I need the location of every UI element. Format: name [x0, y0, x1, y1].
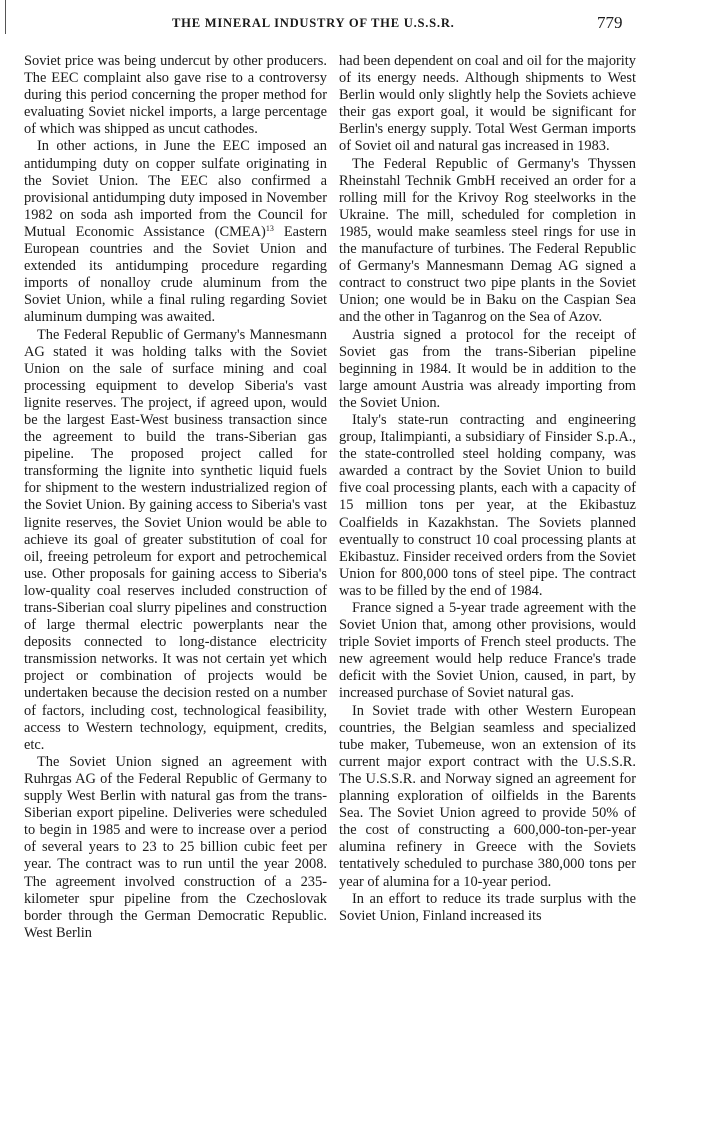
running-header	[24, 14, 636, 34]
paragraph-western-europe-trade: In Soviet trade with other Western European countries, the Belgian seamless and specialized tube maker, Tubemeuse, won an extension of its current major export contract with the U.S.S.R. The U.S.S.R. and Norway signed an agreement for planning exploration of oilfields in the Barents Sea. The Soviet Union agreed to provide 50% of the cost of constructing a 600,000-ton-per-year alumina refinery in Greece with the Soviets tentatively scheduled to purchase 380,000 tons per year of alumina for a 10-year period.	[339, 702, 636, 890]
footnote-reference: 13	[265, 223, 274, 233]
paragraph-italimpianti-contract: Italy's state-run contracting and engineering group, Italimpianti, a subsidiary of Finsider S.p.A., the state-controlled steel holding company, was awarded a contract by the Soviet Union to build five coal processing plants, each with a capacity of 15 million tons per year, at the Ekibastuz Coalfields in Kazakhstan. The Soviets planned eventually to construct 10 coal processing plants at Ekibastuz. Finsider received orders from the Soviet Union for 800,000 tons of steel pipe. The contract was to be filled by the end of 1984.	[339, 411, 636, 599]
paragraph-eec-actions	[24, 138, 327, 326]
left-column	[24, 53, 327, 942]
paragraph-france-agreement: France signed a 5-year trade agreement with the Soviet Union that, among other provisions, would triple Soviet imports of French steel products. The new agreement would help reduce France's trade deficit with the Soviet Union, caused, in part, by increased purchase of Soviet natural gas.	[339, 600, 636, 702]
page-number: 779	[597, 13, 623, 32]
paragraph-thyssen-order: The Federal Republic of Germany's Thyssen Rheinstahl Technik GmbH received an order for a rolling mill for the Krivoy Rog steelworks in the Ukraine. The mill, scheduled for completion in 1985, would make seamless steel rings for use in the manufacture of turbines. The Federal Republic of Germany's Mannesmann Demag AG signed a contract to construct two pipe plants in the Soviet Union; one would be in Baku on the Caspian Sea and the other in Taganrog on the Sea of Azov.	[339, 155, 636, 326]
binding-edge-line	[5, 0, 6, 34]
paragraph-text: In other actions, in June the EEC imposed an antidumping duty on copper sulfate originating in the Soviet Union. The EEC also confirmed a provisional antidumping duty imposed in November 1982 on soda ash imported from the Council for Mutual Economic Assistance (CMEA)	[24, 138, 327, 240]
paragraph-continued: Soviet price was being undercut by other producers. The EEC complaint also gave rise to a controversy during this period concerning the proper method for evaluating Soviet nickel imports, a large percentage of which was shipped as uncut cathodes.	[24, 53, 327, 138]
paragraph-ruhrgas-agreement: The Soviet Union signed an agreement with Ruhrgas AG of the Federal Republic of Germany to supply West Berlin with natural gas from the trans-Siberian export pipeline. Deliveries were scheduled to begin in 1985 and were to increase over a period of several years to 23 to 25 billion cubic feet per year. The contract was to run until the year 2008. The agreement involved construction of a 235-kilometer spur pipeline from the Czechoslovak border through the German Democratic Republic. West Berlin	[24, 753, 327, 941]
right-column	[339, 53, 636, 925]
paragraph-continued: had been dependent on coal and oil for the majority of its energy needs. Although shipments to West Berlin would only slightly help the Soviets achieve their gas export goal, it would be significant for Berlin's energy supply. Total West German imports of Soviet oil and natural gas increased in 1983.	[339, 53, 636, 155]
paragraph-text-tail: Eastern European countries and the Soviet Union and extended its antidumping procedure regarding imports of nonalloy crude aluminum from the Soviet Union, while a final ruling regarding Soviet aluminum dumping was awaited.	[24, 223, 327, 326]
paragraph-austria-protocol: Austria signed a protocol for the receipt of Soviet gas from the trans-Siberian pipeline beginning in 1984. It would be in addition to the large amount Austria was already importing from the Soviet Union.	[339, 326, 636, 411]
running-title: THE MINERAL INDUSTRY OF THE U.S.S.R.	[172, 16, 455, 30]
paragraph-mannesmann-lignite: The Federal Republic of Germany's Mannesmann AG stated it was holding talks with the Soviet Union on the sale of surface mining and coal processing equipment to develop Siberia's vast lignite reserves. The project, if agreed upon, would be the largest East-West business transaction since the agreement to build the trans-Siberian gas pipeline. The proposed project called for transforming the lignite into synthetic liquid fuels for shipment to the western industrialized region of the Soviet Union. By gaining access to Siberia's vast lignite reserves, the Soviet Union would be able to achieve its goal of greater substitution of coal for oil, freeing petroleum for export and petrochemical use. Other proposals for gaining access to Siberia's low-quality coal reserves included construction of trans-Siberian coal slurry pipelines and construction of large thermal electric powerplants near the deposits connected to long-distance electricity transmission networks. It was not certain yet which project or combination of projects would be undertaken because the decision rested on a number of factors, including cost, technological feasibility, access to Western technology, equipment, credits, etc.	[24, 326, 327, 753]
paragraph-finland-trade: In an effort to reduce its trade surplus with the Soviet Union, Finland increased its	[339, 890, 636, 924]
